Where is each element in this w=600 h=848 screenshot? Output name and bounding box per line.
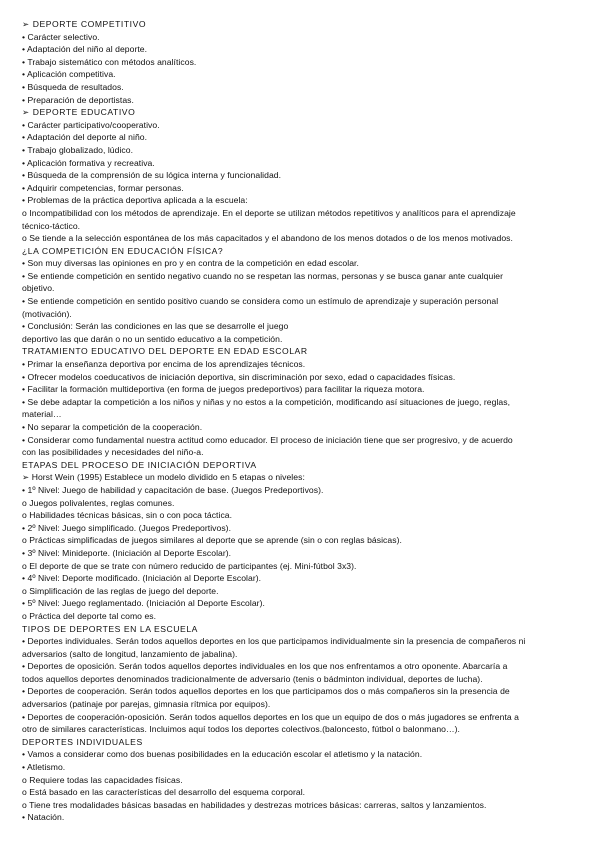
text-line: ➢ Horst Wein (1995) Establece un modelo dividido en 5 etapas o niveles:: [22, 472, 305, 483]
text-line: • Se debe adaptar la competición a los niños y niñas y no estos a la competición, modificando así situaciones de juego, reglas,: [22, 396, 511, 407]
text-line: • 1º Nivel: Juego de habilidad y capacitación de base. (Juegos Predeportivos).: [22, 484, 324, 495]
text-line: o Se tiende a la selección espontánea de los más capacitados y el abandono de los menos dotados o de los menos motivados.: [22, 233, 513, 244]
text-line: • Preparación de deportistas.: [22, 94, 134, 105]
text-line: (motivación).: [22, 308, 72, 319]
text-line: técnico-táctico.: [22, 220, 81, 231]
text-line: o Prácticas simplificadas de juegos similares al deporte que se aprende (sin o con reglas básicas).: [22, 535, 402, 546]
text-line: • Conclusión: Serán las condiciones en las que se desarrolle el juego: [22, 321, 289, 332]
text-line: • Considerar como fundamental nuestra actitud como educador. El proceso de iniciación tiene que ser progresivo, y de acuerdo: [22, 434, 513, 445]
text-line: • 3º Nivel: Minideporte. (Iniciación al Deporte Escolar).: [22, 547, 232, 558]
text-line: otro de similares características. Incluimos aquí todos los deportes colectivos.(baloncesto, fútbol o balonmano…).: [22, 724, 460, 735]
text-line: • Trabajo globalizado, lúdico.: [22, 144, 134, 155]
text-line: • Deportes de cooperación-oposición. Serán todos aquellos deportes en los que un equipo de dos o más jugadores se enfrenta a: [22, 711, 519, 722]
text-line: • Atletismo.: [22, 762, 66, 773]
text-line: • Aplicación competitiva.: [22, 69, 116, 80]
section-heading: TIPOS DE DEPORTES EN LA ESCUELA: [22, 623, 198, 634]
section-heading: ETAPAS DEL PROCESO DE INICIACIÓN DEPORTIVA: [22, 459, 257, 470]
text-line: • 5º Nivel: Juego reglamentado. (Iniciación al Deporte Escolar).: [22, 598, 265, 609]
text-line: o Tiene tres modalidades básicas basadas en habilidades y destrezas motrices básicas: carreras, saltos y lanzamientos.: [22, 799, 487, 810]
text-line: • Adaptación del niño al deporte.: [22, 44, 148, 55]
text-line: • Problemas de la práctica deportiva aplicada a la escuela:: [22, 195, 248, 206]
text-line: • Carácter participativo/cooperativo.: [22, 119, 160, 130]
text-line: objetivo.: [22, 283, 55, 294]
text-line: • Búsqueda de resultados.: [22, 81, 124, 92]
text-line: • Deportes de oposición. Serán todos aquellos deportes individuales en los que nos enfrentamos a otro oponente. Abarcaría a: [22, 661, 508, 672]
section-heading: ➢ DEPORTE EDUCATIVO: [22, 107, 136, 118]
text-line: adversarios (salto de longitud, lanzamiento de jabalina).: [22, 648, 238, 659]
text-line: • Vamos a considerar como dos buenas posibilidades en la educación escolar el atletismo y la natación.: [22, 749, 423, 760]
text-line: o Habilidades técnicas básicas, sin o con poca táctica.: [22, 510, 233, 521]
document-body: [22, 18, 582, 824]
text-line: • Facilitar la formación multideportiva (en forma de juegos predeportivos) para facilitar la riqueza motora.: [22, 384, 425, 395]
text-line: • Trabajo sistemático con métodos analíticos.: [22, 56, 197, 67]
text-line: • Son muy diversas las opiniones en pro y en contra de la competición en edad escolar.: [22, 258, 359, 269]
text-line: todos aquellos deportes denominados tradicionalmente de adversario (tenis o bádminton individual, deportes de lucha).: [22, 673, 483, 684]
text-line: o El deporte de que se trate con número reducido de participantes (ej. Mini-fútbol 3x3).: [22, 560, 357, 571]
text-line: • Adquirir competencias, formar personas.: [22, 182, 184, 193]
section-heading: ¿LA COMPETICIÓN EN EDUCACIÓN FÍSICA?: [22, 245, 224, 256]
text-line: • Adaptación del deporte al niño.: [22, 132, 148, 143]
text-line: • Aplicación formativa y recreativa.: [22, 157, 155, 168]
section-heading: TRATAMIENTO EDUCATIVO DEL DEPORTE EN EDAD ESCOLAR: [22, 346, 308, 357]
section-heading: ➢ DEPORTE COMPETITIVO: [22, 19, 147, 29]
text-line: material…: [22, 409, 62, 420]
text-line: con las posibilidades y necesidades del niño-a.: [22, 447, 204, 458]
text-line: • 2º Nivel: Juego simplificado. (Juegos Predeportivos).: [22, 522, 232, 533]
text-line: • Deportes individuales. Serán todos aquellos deportes en los que participamos individualmente sin la presencia de compañeros ni: [22, 636, 526, 647]
text-line: • Carácter selectivo.: [22, 31, 100, 42]
text-line: adversarios (patinaje por parejas, gimnasia rítmica por equipos).: [22, 699, 271, 710]
text-line: • Se entiende competición en sentido negativo cuando no se respetan las normas, personas y se busca ganar ante cualquier: [22, 270, 504, 281]
text-line: • Ofrecer modelos coeducativos de iniciación deportiva, sin discriminación por sexo, edad o capacidades físicas.: [22, 371, 456, 382]
text-line: • Búsqueda de la comprensión de su lógica interna y funcionalidad.: [22, 170, 282, 181]
section-heading: DEPORTES INDIVIDUALES: [22, 736, 143, 747]
text-line: • Deportes de cooperación. Serán todos aquellos deportes en los que participamos dos o más compañeros sin la presencia de: [22, 686, 510, 697]
text-line: o Juegos polivalentes, reglas comunes.: [22, 497, 175, 508]
text-line: o Requiere todas las capacidades físicas.: [22, 774, 183, 785]
text-line: o Incompatibilidad con los métodos de aprendizaje. En el deporte se utilizan métodos repetitivos y analíticos para el aprendizaje: [22, 207, 516, 218]
text-line: o Está basado en las características del desarrollo del esquema corporal.: [22, 787, 306, 798]
text-line: • Primar la enseñanza deportiva por encima de los aprendizajes técnicos.: [22, 359, 306, 370]
text-line: o Práctica del deporte tal como es.: [22, 610, 157, 621]
text-line: • Natación.: [22, 812, 65, 823]
text-line: deportivo las que darán o no un sentido educativo a la competición.: [22, 333, 283, 344]
text-line: o Simplificación de las reglas de juego del deporte.: [22, 585, 219, 596]
text-line: • No separar la competición de la cooperación.: [22, 422, 203, 432]
text-line: • Se entiende competición en sentido positivo cuando se considera como un estímulo de aprendizaje y superación personal: [22, 296, 499, 307]
text-line: • 4º Nivel: Deporte modificado. (Iniciación al Deporte Escolar).: [22, 573, 262, 584]
